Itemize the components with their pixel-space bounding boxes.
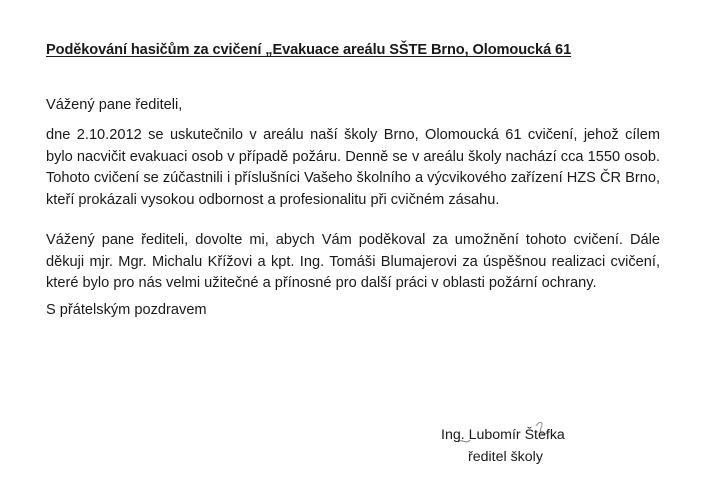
letter-closing: S přátelským pozdravem [46, 302, 207, 318]
paragraph-line: dne 2.10.2012 se uskutečnilo v areálu naší školy Brno, Olomoucká 61 cvičení, jehož cílem [46, 127, 660, 143]
paragraph-line: děkuji mjr. Mgr. Michalu Křížovi a kpt. Ing. Tomáši Blumajerovi za úspěšnou realizaci cvičení, [46, 253, 660, 270]
letter-paragraph-1 [46, 125, 660, 212]
paragraph-line: Vážený pane řediteli, dovolte mi, abych Vám poděkoval za umožnění tohoto cvičení. Dále [46, 232, 660, 248]
paragraph-line: bylo nacvičit evakuaci osob v případě požáru. Denně se v areálu školy nachází cca 1550 osob. [46, 148, 660, 165]
paragraph-line: Tohoto cvičení se zúčastnili i příslušníci Vašeho školního a výcvikového zařízení HZS ČR Brno, [46, 170, 660, 187]
letter-title: Poděkování hasičům za cvičení „Evakuace areálu SŠTE Brno, Olomoucká 61 [46, 42, 572, 58]
paragraph-line: které bylo pro nás velmi užitečné a přínosné pro další práci v oblasti požární ochrany. [46, 275, 597, 292]
signature-name: Ing. Lubomír Štefka [441, 427, 565, 443]
signature-role: ředitel školy [468, 448, 543, 465]
letter-greeting: Vážený pane řediteli, [46, 97, 183, 113]
paragraph-line: kteří prokázali vysokou odbornost a profesionalitu při cvičném zásahu. [46, 192, 500, 209]
signature-block [441, 425, 565, 468]
letter-paragraph-2 [46, 230, 660, 295]
